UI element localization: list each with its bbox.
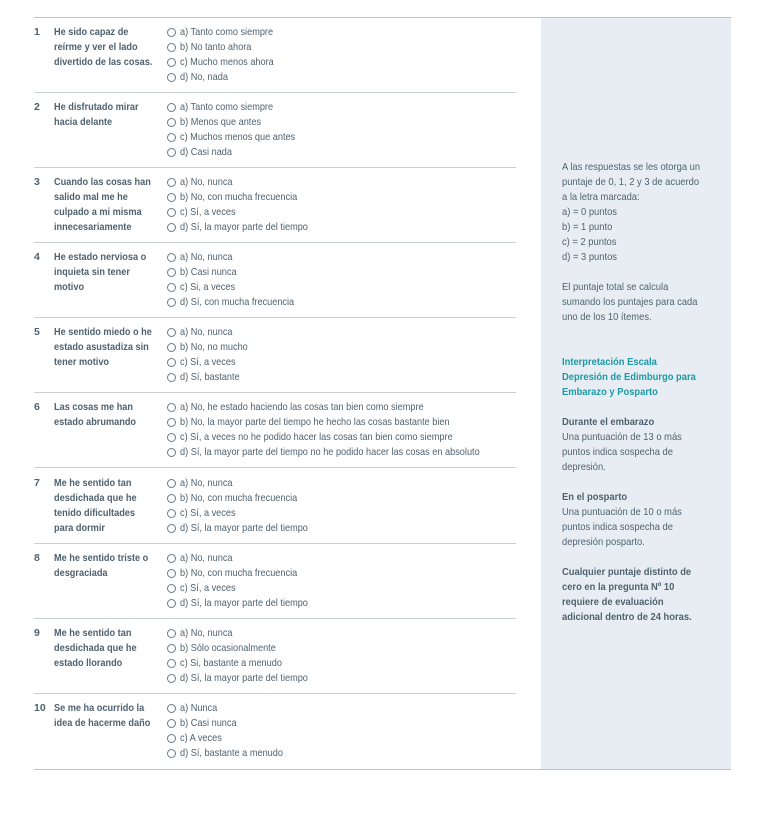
- radio-button[interactable]: [167, 253, 176, 262]
- option-b[interactable]: [167, 190, 517, 205]
- option-c[interactable]: [167, 430, 517, 445]
- sidebar-line: Una puntuación de 13 o más: [562, 432, 682, 443]
- sidebar-line: adicional dentro de 24 horas.: [562, 612, 692, 623]
- radio-button[interactable]: [167, 268, 176, 277]
- radio-button[interactable]: [167, 494, 176, 503]
- option-label: b) Casi nunca: [180, 267, 237, 278]
- question-number: 6: [34, 401, 40, 413]
- sidebar-line: puntos indica sospecha de: [562, 447, 673, 458]
- option-label: d) Sí, la mayor parte del tiempo: [180, 673, 308, 684]
- option-a[interactable]: [167, 551, 517, 566]
- radio-button[interactable]: [167, 328, 176, 337]
- radio-button[interactable]: [167, 193, 176, 202]
- option-d[interactable]: [167, 596, 517, 611]
- option-b[interactable]: [167, 641, 517, 656]
- sidebar-line: puntos indica sospecha de: [562, 522, 673, 533]
- option-d[interactable]: [167, 220, 517, 235]
- question-number: 9: [34, 627, 40, 639]
- option-a[interactable]: [167, 100, 517, 115]
- sidebar-line: requiere de evaluación: [562, 597, 664, 608]
- option-b[interactable]: [167, 566, 517, 581]
- option-c[interactable]: [167, 355, 517, 370]
- option-a[interactable]: [167, 25, 517, 40]
- question-number: 7: [34, 477, 40, 489]
- radio-button[interactable]: [167, 178, 176, 187]
- sidebar-line: Depresión de Edimburgo para: [562, 372, 696, 383]
- radio-button[interactable]: [167, 118, 176, 127]
- option-d[interactable]: [167, 145, 517, 160]
- answer-options: [167, 325, 517, 385]
- question-text: He sido capaz de reírme y ver el lado divertido de las cosas.: [54, 27, 153, 68]
- question-number: 4: [34, 251, 40, 263]
- option-label: a) Tanto como siempre: [180, 102, 274, 113]
- radio-button[interactable]: [167, 148, 176, 157]
- radio-button[interactable]: [167, 479, 176, 488]
- radio-button[interactable]: [167, 584, 176, 593]
- row-divider: [34, 92, 516, 93]
- option-label: d) No, nada: [180, 72, 228, 83]
- option-label: d) Sí, la mayor parte del tiempo no he podido hacer las cosas en absoluto: [180, 447, 480, 458]
- question-number: 2: [34, 101, 40, 113]
- option-label: b) Menos que antes: [180, 117, 262, 128]
- radio-button[interactable]: [167, 103, 176, 112]
- option-label: c) Sí, a veces: [180, 583, 236, 594]
- radio-button[interactable]: [167, 28, 176, 37]
- option-label: b) No, no mucho: [180, 342, 248, 353]
- question-number: 5: [34, 326, 40, 338]
- sidebar-line: Interpretación Escala: [562, 357, 657, 368]
- option-label: c) Si, bastante a menudo: [180, 658, 282, 669]
- question-text: He disfrutado mirar hacia delante: [54, 102, 139, 128]
- question-text: Me he sentido triste o desgraciada: [54, 553, 149, 579]
- radio-button[interactable]: [167, 343, 176, 352]
- option-a[interactable]: [167, 400, 517, 415]
- option-a[interactable]: [167, 325, 517, 340]
- question-text: He estado nerviosa o inquieta sin tener motivo: [54, 252, 147, 293]
- sidebar-line: d) = 3 puntos: [562, 252, 617, 263]
- option-label: d) Sí, bastante a menudo: [180, 748, 283, 759]
- answer-options: [167, 25, 517, 85]
- option-b[interactable]: [167, 115, 517, 130]
- option-d[interactable]: [167, 746, 517, 761]
- row-divider: [34, 242, 516, 243]
- option-c[interactable]: [167, 581, 517, 596]
- row-divider: [34, 618, 516, 619]
- radio-button[interactable]: [167, 749, 176, 758]
- option-d[interactable]: [167, 671, 517, 686]
- option-label: a) Nunca: [180, 703, 218, 714]
- option-a[interactable]: [167, 476, 517, 491]
- radio-button[interactable]: [167, 674, 176, 683]
- sidebar-line: depresión posparto.: [562, 537, 645, 548]
- sidebar-line: sumando los puntajes para cada: [562, 297, 698, 308]
- radio-button[interactable]: [167, 73, 176, 82]
- option-label: a) No, nunca: [180, 327, 233, 338]
- sidebar-line: a la letra marcada:: [562, 192, 640, 203]
- radio-button[interactable]: [167, 373, 176, 382]
- option-c[interactable]: [167, 280, 517, 295]
- option-label: a) Tanto como siempre: [180, 27, 274, 38]
- option-a[interactable]: [167, 701, 517, 716]
- option-label: a) No, nunca: [180, 252, 233, 263]
- radio-button[interactable]: [167, 554, 176, 563]
- sidebar-line: puntaje de 0, 1, 2 y 3 de acuerdo: [562, 177, 700, 188]
- option-label: a) No, nunca: [180, 553, 233, 564]
- radio-button[interactable]: [167, 43, 176, 52]
- radio-button[interactable]: [167, 298, 176, 307]
- option-label: c) Sí, a veces no he podido hacer las cosas tan bien como siempre: [180, 432, 453, 443]
- row-divider: [34, 167, 516, 168]
- option-label: c) Sí, a veces: [180, 207, 236, 218]
- radio-button[interactable]: [167, 358, 176, 367]
- question-10-warning: [562, 565, 709, 625]
- option-b[interactable]: [167, 265, 517, 280]
- option-label: d) Casi nada: [180, 147, 232, 158]
- option-d[interactable]: [167, 70, 517, 85]
- option-label: b) No tanto ahora: [180, 42, 252, 53]
- option-b[interactable]: [167, 491, 517, 506]
- question-text: Me he sentido tan desdichada que he estado llorando: [54, 628, 137, 669]
- pregnancy-title: Durante el embarazo: [562, 417, 655, 428]
- sidebar-line: depresión.: [562, 462, 606, 473]
- option-a[interactable]: [167, 250, 517, 265]
- option-c[interactable]: [167, 731, 517, 746]
- option-label: d) Sí, la mayor parte del tiempo: [180, 222, 308, 233]
- row-divider: [34, 317, 516, 318]
- answer-options: [167, 551, 517, 611]
- question-text: He sentido miedo o he estado asustadiza sin tener motivo: [54, 327, 152, 368]
- radio-button[interactable]: [167, 659, 176, 668]
- radio-button[interactable]: [167, 58, 176, 67]
- option-b[interactable]: [167, 716, 517, 731]
- scoring-explanation: [562, 160, 709, 265]
- radio-button[interactable]: [167, 524, 176, 533]
- option-label: a) No, nunca: [180, 478, 233, 489]
- question-number: 10: [34, 702, 46, 714]
- row-divider: [34, 467, 516, 468]
- option-label: a) No, nunca: [180, 177, 233, 188]
- radio-button[interactable]: [167, 509, 176, 518]
- answer-options: [167, 100, 517, 160]
- option-label: b) No, la mayor parte del tiempo he hecho las cosas bastante bien: [180, 417, 450, 428]
- option-label: c) Sí, a veces: [180, 357, 236, 368]
- option-c[interactable]: [167, 130, 517, 145]
- radio-button[interactable]: [167, 133, 176, 142]
- option-label: c) Si, a veces: [180, 282, 236, 293]
- option-d[interactable]: [167, 295, 517, 310]
- row-divider: [34, 693, 516, 694]
- question-text: Me he sentido tan desdichada que he tenido dificultades para dormir: [54, 478, 137, 534]
- radio-button[interactable]: [167, 734, 176, 743]
- answer-options: [167, 626, 517, 686]
- option-d[interactable]: [167, 445, 517, 460]
- total-explanation: [562, 280, 709, 325]
- radio-button[interactable]: [167, 448, 176, 457]
- question-text: Se me ha ocurrido la idea de hacerme daño: [54, 703, 151, 729]
- option-label: b) Casi nunca: [180, 718, 237, 729]
- option-label: d) Sí, con mucha frecuencia: [180, 297, 295, 308]
- radio-button[interactable]: [167, 403, 176, 412]
- sidebar-line: c) = 2 puntos: [562, 237, 617, 248]
- row-divider: [34, 543, 516, 544]
- sidebar-line: Una puntuación de 10 o más: [562, 507, 682, 518]
- option-c[interactable]: [167, 506, 517, 521]
- question-number: 8: [34, 552, 40, 564]
- option-label: b) No, con mucha frecuencia: [180, 568, 298, 579]
- radio-button[interactable]: [167, 223, 176, 232]
- radio-button[interactable]: [167, 418, 176, 427]
- answer-options: [167, 400, 517, 460]
- radio-button[interactable]: [167, 208, 176, 217]
- option-a[interactable]: [167, 626, 517, 641]
- answer-options: [167, 701, 517, 761]
- question-text: Cuando las cosas han salido mal me he culpado a mi misma innecesariamente: [54, 177, 151, 233]
- option-label: a) No, nunca: [180, 628, 233, 639]
- option-label: d) Sí, la mayor parte del tiempo: [180, 598, 308, 609]
- radio-button[interactable]: [167, 644, 176, 653]
- radio-button[interactable]: [167, 629, 176, 638]
- sidebar-line: A las respuestas se les otorga un: [562, 162, 701, 173]
- interpretation-title: [562, 355, 709, 400]
- radio-button[interactable]: [167, 283, 176, 292]
- answer-options: [167, 250, 517, 310]
- option-label: c) A veces: [180, 733, 222, 744]
- question-number: 1: [34, 26, 40, 38]
- option-c[interactable]: [167, 656, 517, 671]
- question-text: Las cosas me han estado abrumando: [54, 402, 137, 428]
- question-number: 3: [34, 176, 40, 188]
- postpartum-title: En el posparto: [562, 492, 628, 503]
- option-c[interactable]: [167, 205, 517, 220]
- option-label: d) Sí, bastante: [180, 372, 240, 383]
- answer-options: [167, 476, 517, 536]
- option-label: c) Muchos menos que antes: [180, 132, 296, 143]
- radio-button[interactable]: [167, 569, 176, 578]
- option-b[interactable]: [167, 415, 517, 430]
- sidebar-line: a) = 0 puntos: [562, 207, 617, 218]
- sidebar-content: [562, 160, 709, 625]
- radio-button[interactable]: [167, 599, 176, 608]
- option-label: c) Mucho menos ahora: [180, 57, 274, 68]
- sidebar-line: b) = 1 punto: [562, 222, 613, 233]
- option-b[interactable]: [167, 340, 517, 355]
- bottom-rule: [34, 769, 731, 770]
- option-label: a) No, he estado haciendo las cosas tan bien como siempre: [180, 402, 424, 413]
- option-label: b) Sólo ocasionalmente: [180, 643, 276, 654]
- option-d[interactable]: [167, 521, 517, 536]
- radio-button[interactable]: [167, 719, 176, 728]
- row-divider: [34, 392, 516, 393]
- option-b[interactable]: [167, 40, 517, 55]
- sidebar-line: Cualquier puntaje distinto de: [562, 567, 692, 578]
- option-label: d) Sí, la mayor parte del tiempo: [180, 523, 308, 534]
- option-label: b) No, con mucha frecuencia: [180, 493, 298, 504]
- option-d[interactable]: [167, 370, 517, 385]
- scoring-sidebar: [541, 18, 731, 769]
- answer-options: [167, 175, 517, 235]
- sidebar-line: El puntaje total se calcula: [562, 282, 669, 293]
- option-label: c) Sí, a veces: [180, 508, 236, 519]
- sidebar-line: cero en la pregunta Nº 10: [562, 582, 675, 593]
- option-a[interactable]: [167, 175, 517, 190]
- radio-button[interactable]: [167, 433, 176, 442]
- option-label: b) No, con mucha frecuencia: [180, 192, 298, 203]
- option-c[interactable]: [167, 55, 517, 70]
- sidebar-line: Embarazo y Posparto: [562, 387, 658, 398]
- sidebar-line: uno de los 10 ítemes.: [562, 312, 652, 323]
- radio-button[interactable]: [167, 704, 176, 713]
